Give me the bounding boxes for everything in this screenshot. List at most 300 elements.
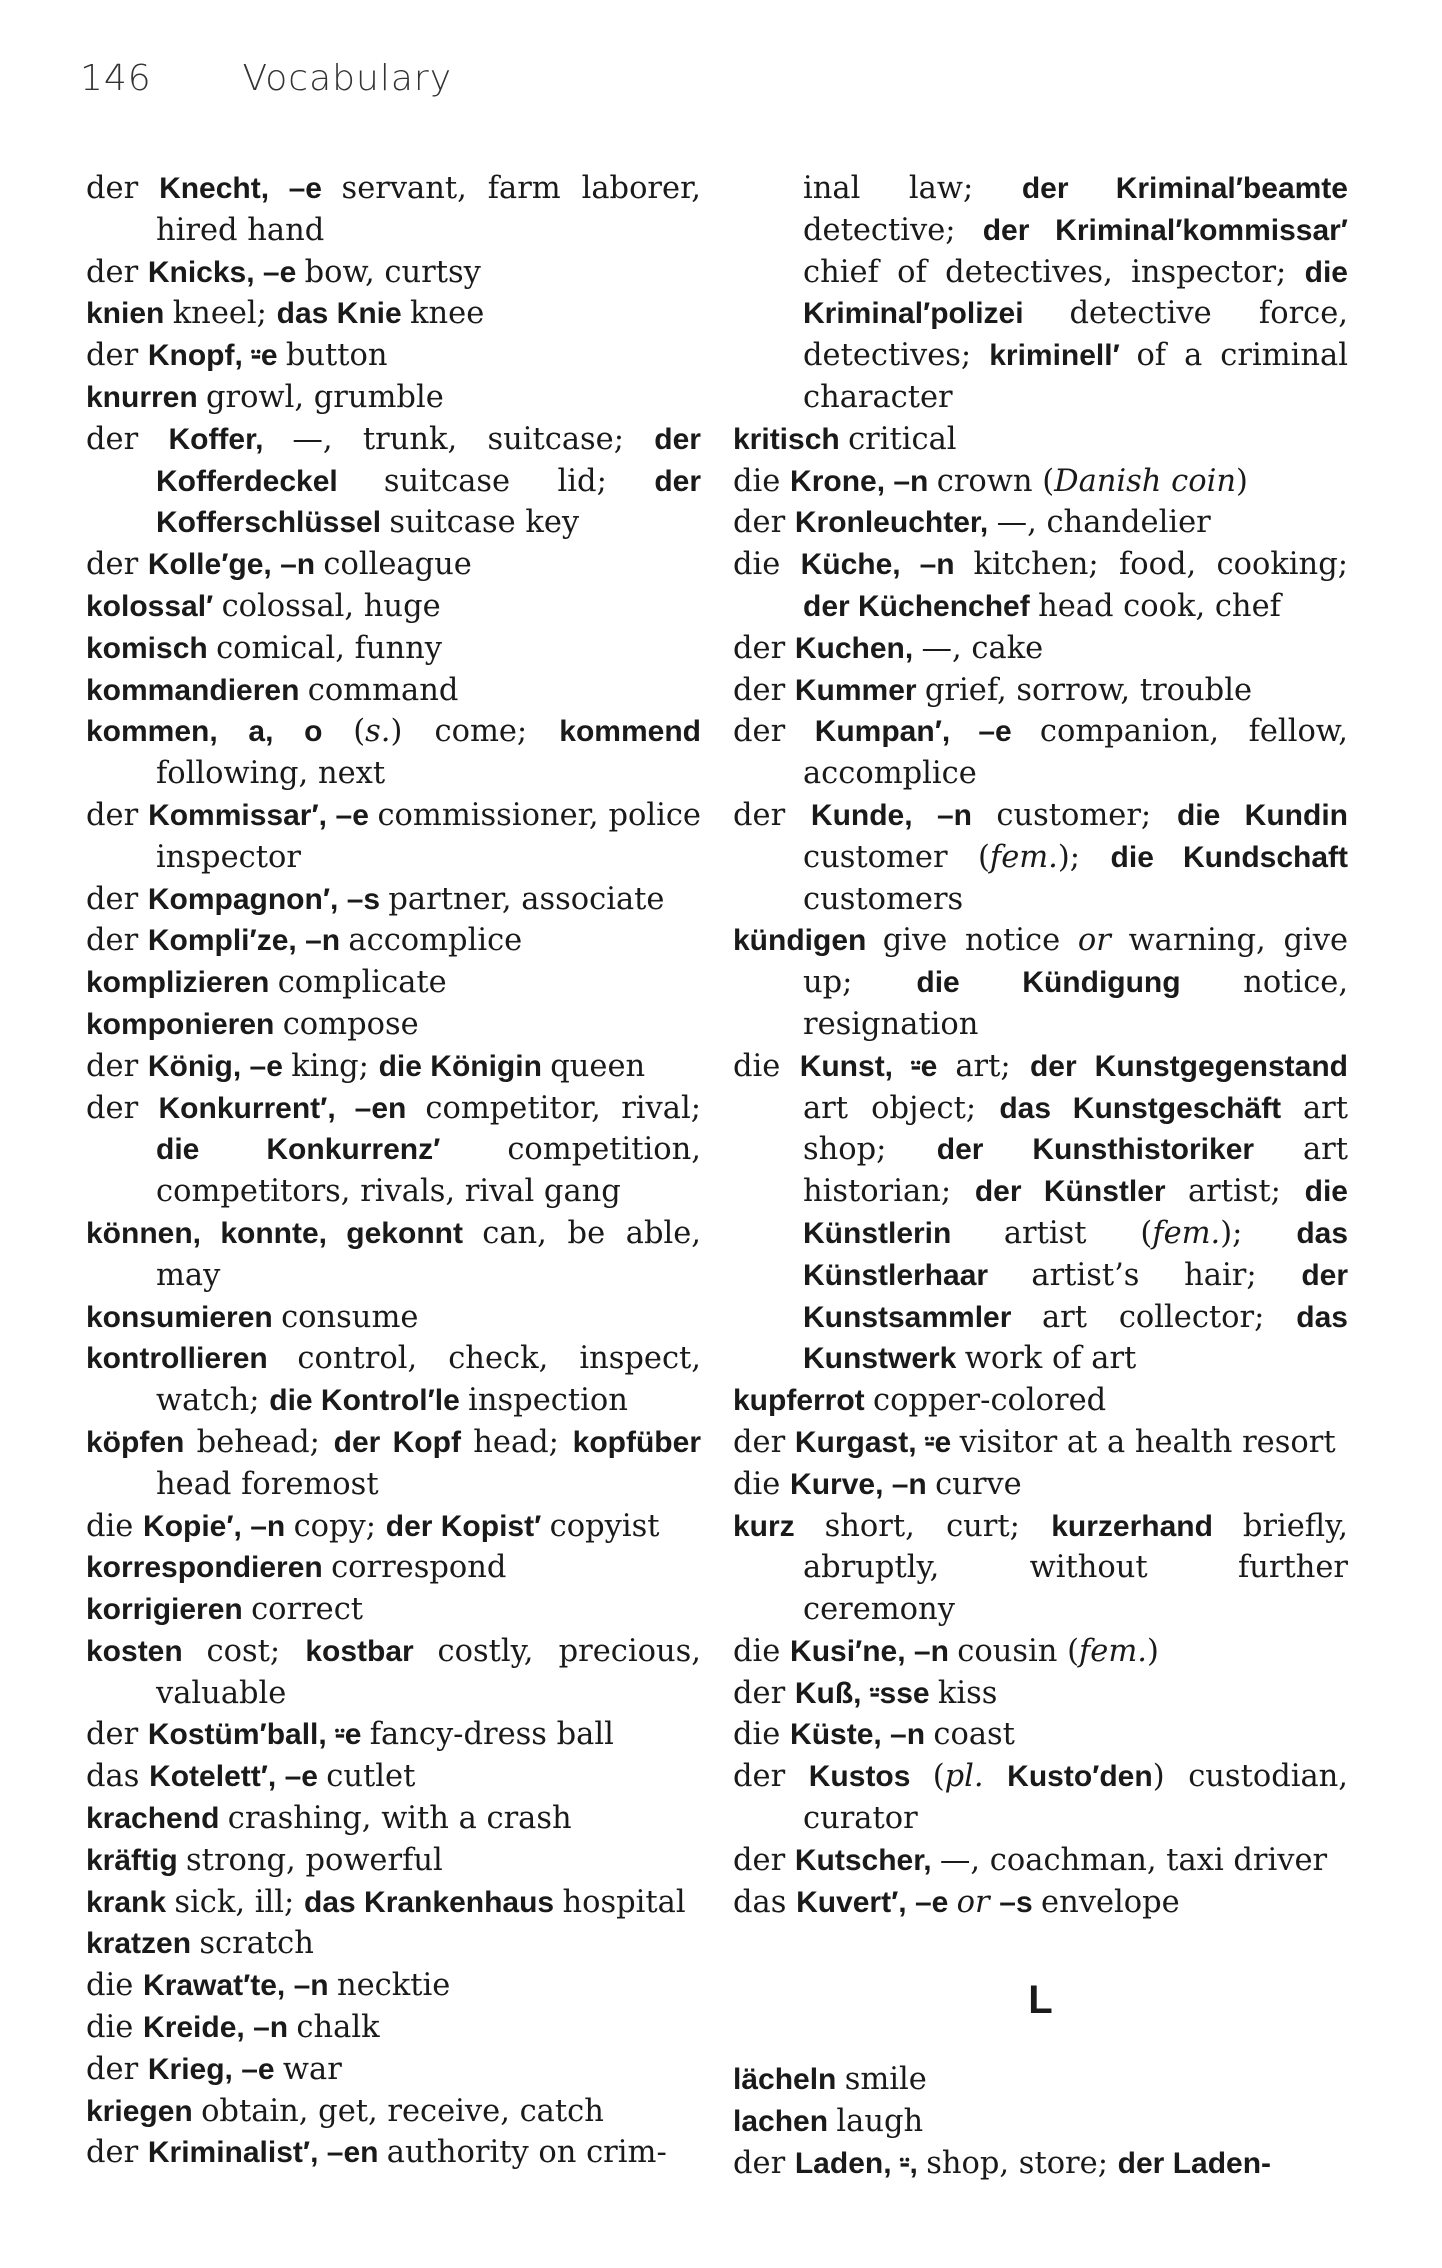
- article: der: [86, 338, 148, 374]
- definition-text: strong, powerful: [186, 1842, 443, 1878]
- continued-entry: [733, 168, 1348, 419]
- dictionary-entry: [733, 2059, 1348, 2101]
- definition-text: envelope: [1041, 1884, 1180, 1920]
- definition-text: notice, resignation: [803, 965, 1349, 1042]
- dictionary-entry: [86, 1798, 701, 1840]
- dictionary-entry: [86, 1422, 701, 1506]
- headword: konsumieren: [86, 1300, 282, 1334]
- definition-text: visitor at a health resort: [959, 1424, 1336, 1460]
- dictionary-entry: [86, 1046, 701, 1088]
- dictionary-entry: [86, 1088, 701, 1213]
- headword: die Künstlerin: [803, 1175, 1348, 1250]
- headword: –e: [262, 255, 305, 289]
- definition-text: correspond: [331, 1550, 507, 1586]
- article: das: [86, 1759, 150, 1795]
- definition-text: complicate: [277, 965, 447, 1001]
- headword: kommend: [559, 715, 701, 749]
- dictionary-entry: [733, 1046, 1348, 1380]
- definition-text: behead;: [196, 1424, 334, 1460]
- definition-text: compose: [282, 1006, 419, 1042]
- definition-text: chief of detectives, inspector;: [803, 254, 1305, 290]
- definition-text: ): [1235, 463, 1248, 499]
- definition-text: art;: [955, 1048, 1030, 1084]
- article: der: [733, 1759, 809, 1795]
- definition-text: knee: [410, 296, 485, 332]
- article: die: [733, 463, 791, 499]
- article: die: [733, 547, 801, 583]
- definition-text: accomplice: [348, 923, 523, 959]
- italic-note: pl.: [944, 1759, 1008, 1795]
- definition-text: cost;: [206, 1633, 306, 1669]
- dictionary-entry: [86, 1338, 701, 1422]
- dictionary-entry: [733, 795, 1348, 920]
- definition-text: —, trunk, suitcase;: [292, 421, 655, 457]
- dictionary-entry: [733, 544, 1348, 628]
- definition-text: work of art: [964, 1341, 1137, 1377]
- dictionary-entry: [86, 711, 701, 795]
- dictionary-entry: [733, 1714, 1348, 1756]
- dictionary-entry: [733, 628, 1348, 670]
- dictionary-entry: [86, 1631, 701, 1715]
- article: die: [733, 1466, 791, 1502]
- dictionary-entry: [733, 1840, 1348, 1882]
- headword: Knopf, ⸚e: [147, 339, 286, 373]
- definition-text: detective force, detectives;: [803, 296, 1348, 374]
- italic-note: fem.: [1152, 1215, 1221, 1251]
- headword: der Kriminal′kommissar′: [982, 213, 1348, 247]
- definition-text: customers: [803, 881, 964, 917]
- headword: die Kundin: [1176, 798, 1348, 832]
- definition-text: queen: [550, 1048, 646, 1084]
- definition-text: customer (: [803, 839, 990, 875]
- headword: kriminell′: [989, 339, 1137, 373]
- dictionary-entry: [86, 795, 701, 879]
- definition-text: consume: [281, 1299, 419, 1335]
- headword: Kuchen,: [794, 631, 922, 665]
- article: die: [86, 1508, 144, 1544]
- definition-text: inspection: [468, 1383, 628, 1419]
- definition-text: artist (: [1003, 1215, 1153, 1251]
- headword: Konkurrent′, –en: [158, 1091, 426, 1125]
- headword: Kuvert′, –e: [796, 1885, 957, 1919]
- headword: der Küchenchef: [803, 589, 1039, 623]
- dictionary-entry: [733, 461, 1348, 503]
- article: der: [86, 254, 148, 290]
- definition-text: give notice: [882, 923, 1078, 959]
- headword: Knecht,: [159, 172, 289, 205]
- definition-text: crown (: [936, 463, 1055, 499]
- definition-text: —, coachman, taxi driver: [939, 1842, 1328, 1878]
- definition-text: briefly, abruptly, without further ceremony: [803, 1508, 1348, 1628]
- dictionary-entry: [86, 670, 701, 712]
- definition-text: commissioner, police inspector: [156, 797, 701, 875]
- headword: können, konnte, gekonnt: [86, 1216, 483, 1250]
- dictionary-entry: [86, 252, 701, 294]
- headword: Küche, –n: [800, 548, 974, 582]
- headword: Krieg, –e: [147, 2052, 283, 2086]
- definition-text: art collector;: [1041, 1299, 1297, 1335]
- dictionary-entry: [86, 628, 701, 670]
- article: die: [733, 1633, 791, 1669]
- dictionary-entry: [86, 1589, 701, 1631]
- headword: der Laden-: [1117, 2147, 1272, 2181]
- dictionary-entry: [733, 1464, 1348, 1506]
- article: der: [733, 1842, 795, 1878]
- dictionary-entry: [86, 419, 701, 544]
- headword: –e: [288, 172, 342, 205]
- headword: der Kopist′: [385, 1509, 550, 1543]
- dictionary-entry: [86, 1756, 701, 1798]
- dictionary-entry: [733, 502, 1348, 544]
- headword: kupferrot: [733, 1384, 874, 1418]
- dictionary-entry: [733, 1882, 1348, 1924]
- headword: Kutscher,: [794, 1843, 940, 1877]
- italic-note: Danish coin: [1054, 463, 1236, 499]
- headword: Kunde, –n: [810, 798, 997, 832]
- section-letter: L: [1028, 1978, 1053, 2023]
- definition-text: customer;: [996, 797, 1177, 833]
- article: der: [86, 923, 148, 959]
- headword: Kurve, –n: [790, 1467, 936, 1501]
- dictionary-entry: [733, 1380, 1348, 1422]
- definition-text: critical: [848, 421, 957, 457]
- article: der: [86, 2051, 148, 2087]
- definition-text: head;: [473, 1424, 573, 1460]
- headword: krachend: [86, 1802, 228, 1836]
- article: der: [733, 1675, 795, 1711]
- definition-text: sick, ill;: [174, 1884, 304, 1920]
- italic-note: s.: [365, 714, 391, 750]
- definition-text: suitcase lid;: [383, 463, 655, 499]
- headword: der Kunstsammler: [803, 1258, 1349, 1334]
- headword: kopfüber: [572, 1425, 701, 1459]
- definition-text: servant, farm laborer, hired hand: [156, 171, 701, 248]
- headword: Kotelett′, –e: [149, 1760, 327, 1794]
- definition-text: shop, store;: [926, 2146, 1118, 2182]
- dictionary-entry: [86, 586, 701, 628]
- headword: Kommissar′, –e: [148, 798, 378, 832]
- headword: kontrollieren: [86, 1342, 298, 1376]
- headword: kündigen: [733, 924, 883, 958]
- headword: Kronleuchter,: [794, 506, 997, 540]
- article: der: [733, 672, 795, 708]
- headword: Laden, ⸚,: [794, 2147, 927, 2181]
- definition-text: kneel;: [172, 296, 277, 332]
- headword: das Kunstgeschäft: [999, 1091, 1303, 1125]
- definition-text: suitcase key: [389, 505, 580, 541]
- headword: knien: [86, 297, 173, 331]
- definition-text: of a criminal character: [803, 338, 1348, 415]
- dictionary-entry: [86, 335, 701, 377]
- dictionary-entry: [86, 377, 701, 419]
- headword: kriegen: [86, 2094, 202, 2128]
- article: die: [86, 1968, 144, 2004]
- definition-text: cousin (: [957, 1633, 1079, 1669]
- headword: Krawat′te, –n: [143, 1969, 337, 2003]
- headword: die Kontrol′le: [269, 1384, 469, 1418]
- definition-text: king;: [291, 1048, 379, 1084]
- dictionary-entry: [733, 670, 1348, 712]
- dictionary-entry: [733, 1673, 1348, 1715]
- headword: Kusto′den: [1007, 1760, 1153, 1794]
- headword: krank: [86, 1885, 175, 1919]
- left-column: [86, 168, 701, 2174]
- headword: die Kriminal′polizei: [803, 255, 1348, 331]
- dictionary-entry: [86, 1840, 701, 1882]
- definition-text: can, be able, may: [156, 1215, 701, 1293]
- definition-text: ): [1146, 1633, 1159, 1669]
- definition-text: —, chandelier: [996, 505, 1211, 541]
- headword: kostbar: [305, 1634, 438, 1668]
- headword: das Künstlerhaar: [803, 1216, 1349, 1292]
- headword: kräftig: [86, 1843, 187, 1877]
- article: die: [86, 2010, 144, 2046]
- dictionary-entry: [86, 1547, 701, 1589]
- article: der: [733, 797, 811, 833]
- dictionary-entry: [733, 1756, 1348, 1840]
- headword: Kurgast, ⸚e: [794, 1425, 960, 1459]
- dictionary-entry: [86, 1297, 701, 1339]
- definition-text: costly, precious, valuable: [156, 1633, 701, 1711]
- headword: die Kündigung: [916, 966, 1244, 1000]
- dictionary-entry: [86, 920, 701, 962]
- headword: der Kofferdeckel: [156, 422, 701, 498]
- article: der: [86, 1048, 148, 1084]
- headword: Kusi′ne, –n: [790, 1634, 958, 1668]
- article: die: [733, 1717, 791, 1753]
- headword: Küste, –n: [790, 1718, 934, 1752]
- definition-text: kiss: [937, 1675, 998, 1711]
- dictionary-entry: [86, 1213, 701, 1297]
- headword: Kumpan′, –e: [814, 715, 1040, 749]
- article: der: [733, 630, 795, 666]
- headword: knurren: [86, 380, 207, 414]
- headword: die Königin: [378, 1049, 551, 1083]
- dictionary-entry: [86, 1004, 701, 1046]
- definition-text: growl, grumble: [206, 379, 444, 415]
- definition-text: head foremost: [156, 1466, 379, 1502]
- article: der: [86, 881, 148, 917]
- definition-text: art shop;: [803, 1090, 1348, 1168]
- definition-text: war: [282, 2051, 342, 2087]
- definition-text: comical, funny: [216, 630, 443, 666]
- headword: kommandieren: [86, 673, 308, 707]
- dictionary-entry: [86, 2132, 701, 2174]
- dictionary-entry: [733, 1422, 1348, 1464]
- dictionary-entry: [86, 1965, 701, 2007]
- definition-text: necktie: [336, 1968, 451, 2004]
- headword: kritisch: [733, 422, 849, 456]
- definition-text: ) come;: [390, 714, 560, 750]
- definition-text: ) custodian, curator: [803, 1759, 1348, 1837]
- article: das: [733, 1884, 797, 1920]
- definition-text: chalk: [296, 2010, 380, 2046]
- headword: lachen: [733, 2105, 837, 2139]
- definition-text: art historian;: [803, 1132, 1349, 1210]
- headword: Kuß, ⸚sse: [794, 1676, 938, 1710]
- headword: Kostüm′ball, ⸚e: [147, 1718, 370, 1752]
- definition-text: coast: [933, 1717, 1015, 1753]
- headword: Kunst, ⸚e: [799, 1049, 956, 1083]
- definition-text: colossal, huge: [221, 588, 441, 624]
- definition-text: laugh: [836, 2104, 924, 2140]
- definition-text: partner, associate: [388, 881, 665, 917]
- headword: die Konkurrenz′: [156, 1133, 508, 1167]
- definition-text: command: [307, 672, 459, 708]
- headword: der Kofferschlüssel: [156, 464, 701, 540]
- dictionary-entry: [86, 1882, 701, 1924]
- headword: der Kunstgegenstand: [1029, 1049, 1348, 1083]
- definition-text: smile: [844, 2062, 927, 2098]
- headword: das Krankenhaus: [304, 1885, 563, 1919]
- dictionary-entry: [733, 1631, 1348, 1673]
- dictionary-entry: [86, 1923, 701, 1965]
- dictionary-entry: [86, 1714, 701, 1756]
- definition-text: scratch: [199, 1926, 314, 1962]
- definition-text: warning, give up;: [803, 923, 1349, 1001]
- definition-text: companion, fellow, accomplice: [803, 714, 1348, 792]
- headword: König, –e: [147, 1049, 292, 1083]
- headword: die Kundschaft: [1110, 840, 1348, 874]
- headword: kurz: [733, 1509, 825, 1543]
- definition-text: grief, sorrow, trouble: [924, 672, 1252, 708]
- article: der: [733, 505, 795, 541]
- definition-text: head cook, chef: [1038, 588, 1281, 624]
- definition-text: —, cake: [921, 630, 1044, 666]
- definition-text: );: [1057, 839, 1111, 875]
- definition-text: copper-colored: [873, 1383, 1107, 1419]
- dictionary-entry: [733, 920, 1348, 1045]
- headword: kolossal′: [86, 589, 222, 623]
- headword: Kreide, –n: [143, 2011, 297, 2045]
- definition-text: crashing, with a crash: [227, 1801, 572, 1837]
- article: der: [86, 171, 160, 206]
- headword: Kompli′ze, –n: [147, 924, 349, 958]
- italic-note: or: [1077, 923, 1129, 959]
- headword: Kustos: [808, 1760, 933, 1794]
- definition-text: copy;: [293, 1508, 386, 1544]
- dictionary-entry: [86, 2091, 701, 2133]
- definition-text: (: [932, 1759, 945, 1795]
- right-column-entries-l: [733, 2059, 1348, 2184]
- headword: der Kriminal′beamte: [1021, 172, 1348, 205]
- dictionary-entry: [733, 2101, 1348, 2143]
- definition-text: obtain, get, receive, catch: [201, 2093, 604, 2129]
- dictionary-entry: [733, 419, 1348, 461]
- headword: der Kunsthistoriker: [936, 1133, 1303, 1167]
- dictionary-entry: [733, 1506, 1348, 1631]
- article: der: [733, 2146, 795, 2182]
- article: der: [86, 797, 149, 833]
- definition-text: curve: [935, 1466, 1022, 1502]
- headword: Kolle′ge, –n: [147, 548, 324, 582]
- headword: –s: [999, 1885, 1042, 1919]
- dictionary-entry: [86, 2049, 701, 2091]
- definition-text: following, next: [156, 756, 386, 792]
- headword: komplizieren: [86, 966, 278, 1000]
- dictionary-entry: [86, 879, 701, 921]
- definition-text: (: [353, 714, 366, 750]
- headword: lächeln: [733, 2063, 845, 2097]
- article: der: [86, 421, 169, 457]
- headword: Kriminalist′, –en: [147, 2136, 387, 2170]
- dictionary-entry: [86, 962, 701, 1004]
- definition-text: authority on crim-: [386, 2135, 667, 2171]
- dictionary-entry: [86, 2007, 701, 2049]
- page-number: 146: [80, 58, 152, 99]
- definition-text: artist;: [1187, 1174, 1305, 1210]
- article: die: [733, 1048, 800, 1084]
- dictionary-entry: [86, 293, 701, 335]
- definition-text: );: [1220, 1215, 1297, 1251]
- article: der: [86, 2135, 148, 2171]
- definition-text: control, check, inspect, watch;: [156, 1341, 701, 1419]
- definition-text: correct: [251, 1592, 364, 1628]
- italic-note: or: [956, 1884, 1000, 1920]
- headword: kosten: [86, 1634, 207, 1668]
- definition-text: cutlet: [326, 1759, 416, 1795]
- headword: der Künstler: [974, 1175, 1188, 1209]
- dictionary-entry: [733, 2143, 1348, 2185]
- dictionary-entry: [86, 544, 701, 586]
- definition-text: inal law;: [803, 171, 1022, 206]
- definition-text: competitor, rival;: [425, 1090, 701, 1126]
- article: der: [733, 714, 815, 750]
- definition-text: copyist: [549, 1508, 660, 1544]
- headword: korrigieren: [86, 1593, 252, 1627]
- headword: kurzerhand: [1051, 1509, 1243, 1543]
- definition-text: bow, curtsy: [304, 254, 481, 290]
- headword: Kopie′, –n: [143, 1509, 294, 1543]
- definition-text: kitchen; food, cooking;: [973, 547, 1348, 583]
- headword: Knicks,: [147, 255, 263, 289]
- right-column: [733, 168, 1348, 2185]
- section-title: Vocabulary: [242, 58, 452, 99]
- italic-note: fem.: [989, 839, 1058, 875]
- dictionary-entry: [86, 1506, 701, 1548]
- right-column-entries: [733, 419, 1348, 1924]
- headword: komisch: [86, 631, 217, 665]
- headword: korrespondieren: [86, 1551, 332, 1585]
- headword: komponieren: [86, 1007, 283, 1041]
- definition-text: fancy-dress ball: [369, 1717, 614, 1753]
- definition-text: artist’s hair;: [1031, 1257, 1302, 1293]
- article: der: [86, 1090, 159, 1126]
- article: der: [733, 1424, 795, 1460]
- article: der: [86, 547, 148, 583]
- definition-text: competition, competitors, rivals, rival gang: [156, 1132, 701, 1210]
- definition-text: button: [285, 338, 388, 374]
- headword: das Kunstwerk: [803, 1300, 1348, 1376]
- headword: der Kopf: [333, 1425, 474, 1459]
- headword: Kompagnon′, –s: [147, 882, 389, 916]
- definition-text: short, curt;: [824, 1508, 1052, 1544]
- headword: Krone, –n: [790, 464, 937, 498]
- definition-text: detective;: [803, 212, 983, 248]
- definition-text: colleague: [323, 547, 472, 583]
- headword: Kummer: [794, 673, 925, 707]
- headword: das Knie: [276, 297, 411, 331]
- headword: kommen, a, o: [86, 715, 354, 749]
- definition-text: hospital: [562, 1884, 686, 1920]
- headword: köpfen: [86, 1425, 197, 1459]
- definition-text: art object;: [803, 1090, 1000, 1126]
- dictionary-entry: [86, 168, 701, 252]
- headword: kratzen: [86, 1927, 200, 1961]
- headword: Koffer,: [168, 422, 293, 456]
- italic-note: fem.: [1079, 1633, 1147, 1669]
- article: der: [86, 1717, 148, 1753]
